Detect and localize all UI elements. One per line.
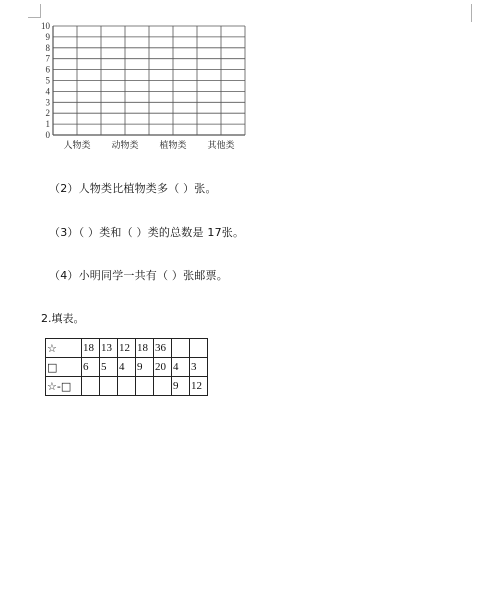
- table-cell: 9: [172, 377, 190, 396]
- x-category-label: 动物类: [111, 141, 139, 151]
- question-4: （4）小明同学一共有（ ）张邮票。: [49, 269, 228, 282]
- table-cell: 4: [172, 358, 190, 377]
- table-cell: 4: [118, 358, 136, 377]
- table-cell: 12: [118, 339, 136, 358]
- table-cell: 18: [136, 339, 154, 358]
- question-2: （2）人物类比植物类多（ ）张。: [49, 182, 217, 195]
- table-row: [46, 377, 208, 396]
- x-axis-labels: [63, 139, 234, 151]
- y-tick-label: 0: [45, 130, 50, 140]
- table-cell: 5: [100, 358, 118, 377]
- y-tick-label: 7: [45, 53, 50, 64]
- corner-mark-left-v: [40, 4, 41, 18]
- chart-grid: [53, 26, 245, 135]
- question-3: （3）（ ）类和（ ）类的总数是 17张。: [49, 226, 245, 239]
- x-category-label: 其他类: [207, 141, 235, 151]
- table-cell[interactable]: [118, 377, 136, 396]
- y-tick-label: 1: [45, 119, 50, 130]
- table-cell[interactable]: [190, 339, 208, 358]
- table-cell[interactable]: [100, 377, 118, 396]
- table-cell: 13: [100, 339, 118, 358]
- table-cell[interactable]: [136, 377, 154, 396]
- table-cell: 6: [82, 358, 100, 377]
- row-label: ☆-□: [46, 377, 82, 396]
- table-row: [46, 358, 208, 377]
- corner-mark-left-h: [28, 17, 41, 18]
- row-label: ☆: [46, 339, 82, 358]
- section-title: 2.填表。: [41, 312, 85, 325]
- stamp-grid-chart: [36, 20, 248, 154]
- y-tick-label: 6: [45, 64, 50, 75]
- table-cell: 9: [136, 358, 154, 377]
- table-cell: 12: [190, 377, 208, 396]
- corner-mark-right-v: [471, 4, 472, 22]
- y-axis-ticks: [41, 21, 51, 140]
- fill-in-table: [45, 338, 208, 396]
- table-cell[interactable]: [172, 339, 190, 358]
- table-cell: 20: [154, 358, 172, 377]
- table-cell: 36: [154, 339, 172, 358]
- x-category-label: 人物类: [63, 141, 91, 151]
- row-label: □: [46, 358, 82, 377]
- y-tick-label: 4: [45, 86, 50, 97]
- y-tick-label: 5: [45, 75, 50, 86]
- y-tick-label: 8: [45, 42, 50, 53]
- y-tick-label: 2: [45, 108, 50, 119]
- table-row: [46, 339, 208, 358]
- y-tick-label: 3: [45, 97, 50, 108]
- y-tick-label: 9: [45, 31, 50, 42]
- table-cell: 3: [190, 358, 208, 377]
- table-cell: 18: [82, 339, 100, 358]
- y-tick-label: 10: [41, 21, 50, 31]
- table-cell[interactable]: [82, 377, 100, 396]
- x-category-label: 植物类: [159, 141, 187, 151]
- table-cell[interactable]: [154, 377, 172, 396]
